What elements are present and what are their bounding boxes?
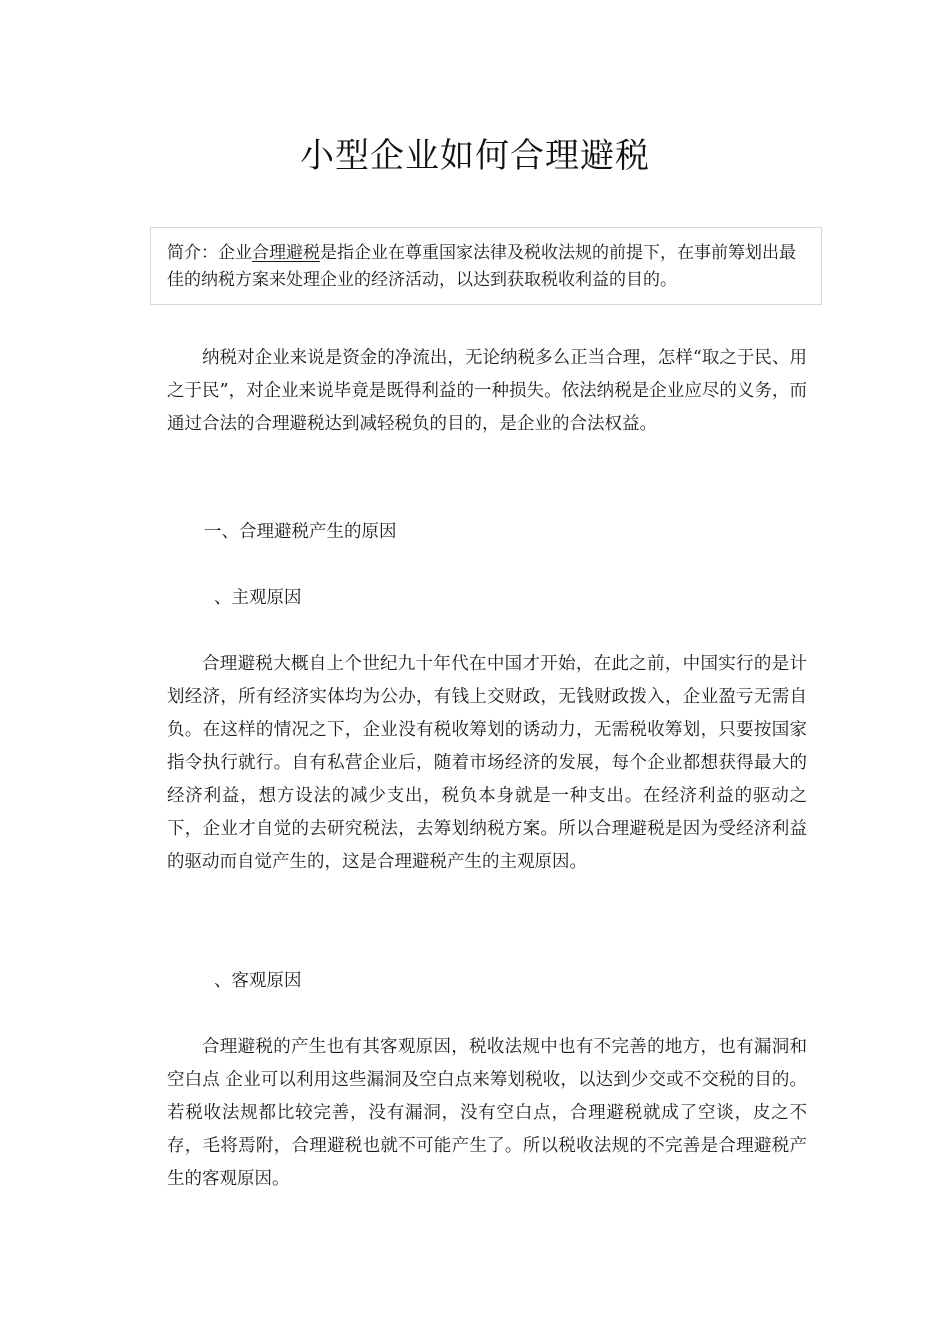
- paragraph-2: 合理避税大概自上个世纪九十年代在中国才开始，在此之前，中国实行的是计划经济，所有经济实体均为公办，有钱上交财政，无钱财政拨入，企业盈亏无需自负。在这样的情况之下，企业没有税收筹划的诱动力，无需税收筹划，只要按国家指令执行就行。自有私营企业后，随着市场经济的发展，每个企业都想获得最大的经济利益，想方设法的减少支出，税负本身就是一种支出。在经济利益的驱动之下，企业才自觉的去研究税法，去筹划纳税方案。所以合理避税是因为受经济利益的驱动而自觉产生的，这是合理避税产生的主观原因。: [167, 654, 807, 872]
- paragraph-3: 合理避税的产生也有其客观原因，税收法规中也有不完善的地方，也有漏洞和空白点 企业可以利用这些漏洞及空白点来筹划税收，以达到少交或不交税的目的。若税收法规都比较完善，没有漏洞，没有空白点，合理避税就成了空谈，皮之不存，毛将焉附，合理避税也就不可能产生了。所以税收法规的不完善是合理避税产生的客观原因。: [167, 1037, 807, 1189]
- subsection-2-heading: 、客观原因: [214, 971, 302, 991]
- intro-underlined-term: 合理避税: [252, 243, 320, 263]
- intro-text: 是指企业在尊重国家法律及税收法规的前提下，在事前筹划出最佳的纳税方案来处理企业的经济活动，以达到获取税收利益的目的。: [167, 243, 796, 290]
- intro-box: [150, 227, 822, 305]
- intro-prefix: 简介：企业: [167, 243, 252, 263]
- paragraph-1: 纳税对企业来说是资金的净流出，无论纳税多么正当合理，怎样“取之于民、用之于民”，对企业来说毕竟是既得利益的一种损失。依法纳税是企业应尽的义务，而通过合法的合理避税达到减轻税负的目的，是企业的合法权益。: [167, 348, 807, 434]
- subsection-1-heading: 、主观原因: [214, 588, 302, 608]
- document-title: 小型企业如何合理避税: [300, 136, 650, 176]
- section-1-heading: 一、合理避税产生的原因: [204, 522, 397, 542]
